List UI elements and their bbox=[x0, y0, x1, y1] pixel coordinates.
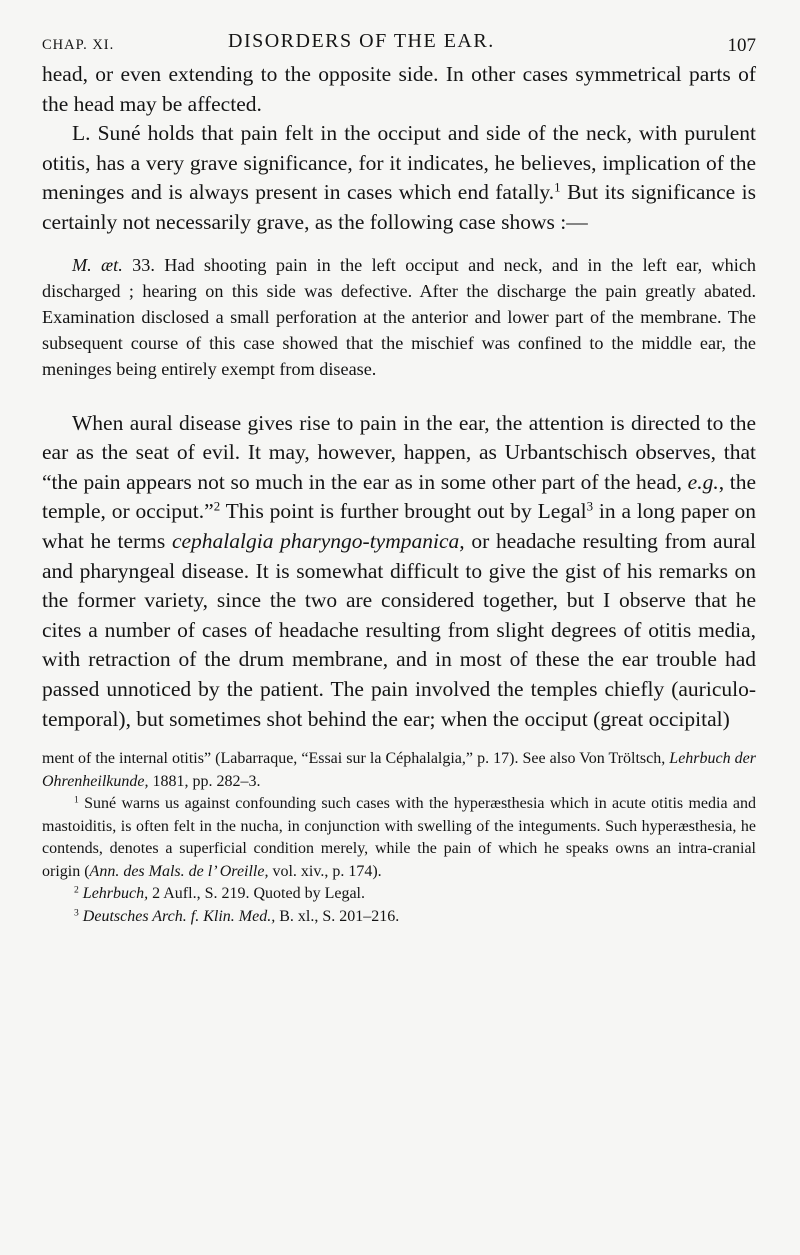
running-head bbox=[42, 0, 756, 60]
footnotes bbox=[42, 748, 756, 928]
footnote-1-mark: 1 bbox=[74, 794, 79, 806]
footnote-1-text: Suné warns us against confounding such cases with the hyperæsthesia which in acute otitis media and mastoiditis, is often felt in the nucha, in conjunction with swelling of the integuments. Such hyperæsthesia, he contends, denotes a superficial condition merely, while the pain of which he speaks owns an intra-cranial origin ( bbox=[42, 795, 756, 880]
aural-text-3: This point is further brought out by Legal bbox=[220, 499, 587, 524]
footnote-3-italic: Deutsches Arch. f. Klin. Med., bbox=[82, 907, 276, 925]
footnote-3 bbox=[42, 906, 756, 929]
aural-italic-term: cephalalgia pharyngo-tympanica, bbox=[171, 528, 465, 553]
aural-italic-eg: e.g. bbox=[687, 469, 719, 494]
section-one bbox=[42, 60, 756, 238]
running-title: DISORDERS OF THE EAR. bbox=[228, 30, 495, 52]
footnote-3-mark: 3 bbox=[74, 906, 79, 918]
footnote-2 bbox=[42, 883, 756, 906]
footnote-1-tail: vol. xiv., p. 174). bbox=[268, 862, 382, 880]
sune-tail: But its significance is certainly not necessarily grave, as the following case shows :— bbox=[42, 180, 756, 234]
case-text: Had shooting pain in the left occiput and neck, and in the left ear, which discharged ; hearing on this side was defective. After the discharge the pain greatly abated. Examination disclosed a small perforation at the anterior and lower part of the membrane. The subsequent course of this case showed that the mischief was confined to the middle ear, the meninges being entirely exempt from disease. bbox=[42, 254, 756, 379]
paragraph-continuation: head, or even extending to the opposite side. In other cases symmetrical parts of the head may be affected. bbox=[42, 62, 756, 116]
footnote-2-italic: Lehrbuch, bbox=[82, 885, 149, 903]
aural-text-5: or headache resulting from aural and pharyngeal disease. It is somewhat difficult to give the gist of his remarks on the former variety, since the two are considered together, but I observe that he cites a number of cases of headache resulting from slight degrees of otitis media, with retraction of the drum membrane, and in most of these the ear trouble had passed unnoticed by the patient. The pain involved the temples chiefly (auriculo-temporal), but sometimes shot behind the ear; when the occiput (great occipital) bbox=[42, 528, 757, 731]
footnote-2-mark: 2 bbox=[74, 884, 79, 896]
footnote-ref-2: 2 bbox=[213, 499, 221, 514]
footnote-1 bbox=[42, 793, 756, 883]
fn-cont-text: ment of the internal otitis” (Labarraque, “Essai sur la Céphalalgia,” p. 17). See also Von Tröltsch, bbox=[42, 750, 670, 768]
footnote-2-text: 2 Aufl., S. 219. Quoted by Legal. bbox=[148, 885, 365, 903]
paragraph-aural-disease bbox=[42, 409, 756, 735]
aural-text-1: When aural disease gives rise to pain in the ear, the attention is directed to the ear as the seat of evil. It may, however, happen, as Urbantschisch observes, that “the pain appears not so much in the ear as in some other part of the head, bbox=[42, 410, 756, 494]
footnote-3-text: B. xl., S. 201–216. bbox=[275, 907, 400, 925]
case-paragraph bbox=[42, 252, 756, 382]
sune-text: L. Suné holds that pain felt in the occiput and side of the neck, with purulent otitis, has a very grave significance, for it indicates, he believes, implication of the meninges and is always present in cases which end fatally. bbox=[42, 121, 756, 205]
fn-cont-tail: 1881, pp. 282–3. bbox=[148, 772, 261, 790]
aural-text-4: in a long paper on what he terms bbox=[42, 499, 756, 553]
footnote-1-italic: Ann. des Mals. de l’ Oreille, bbox=[89, 862, 269, 880]
page-number: 107 bbox=[727, 35, 756, 56]
paragraph-sune bbox=[42, 119, 756, 237]
chapter-label: CHAP. XI. bbox=[42, 37, 115, 53]
case-number: 33. bbox=[122, 254, 155, 275]
footnote-ref-1: 1 bbox=[554, 180, 561, 195]
section-two bbox=[42, 409, 756, 735]
aural-text-2: , the temple, or occiput.” bbox=[42, 469, 756, 524]
case-label: M. æt. bbox=[72, 254, 123, 275]
footnote-ref-3: 3 bbox=[586, 499, 594, 514]
case-report bbox=[42, 252, 756, 382]
footnote-continuation bbox=[42, 748, 756, 793]
fn-cont-italic: Lehrbuch der Ohrenheilkunde, bbox=[42, 750, 757, 790]
